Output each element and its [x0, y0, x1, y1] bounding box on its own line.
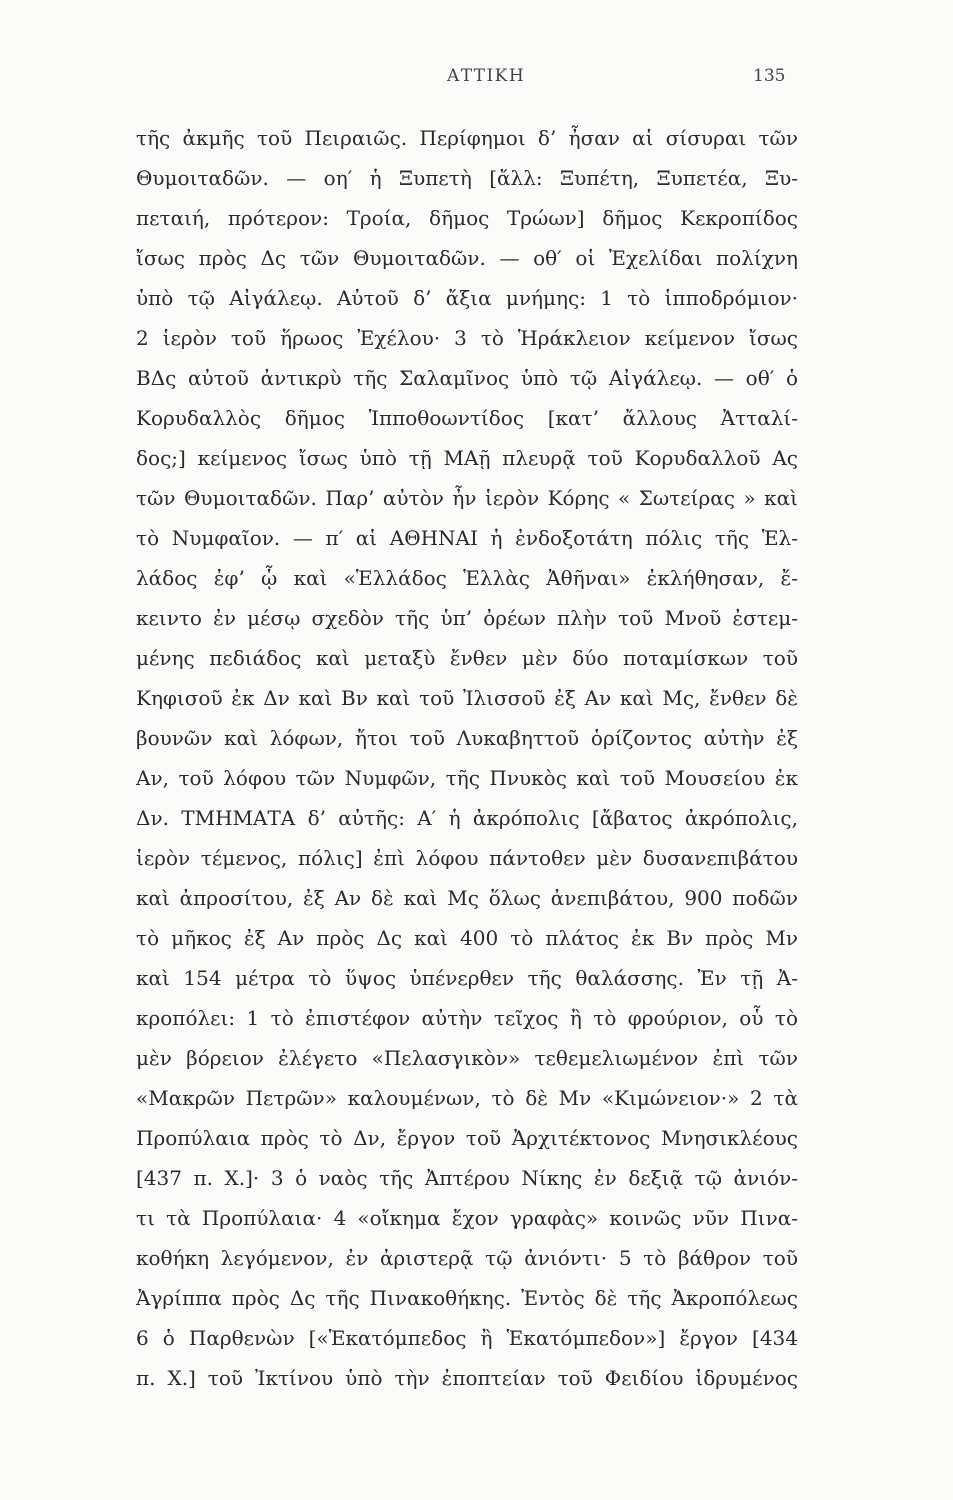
- text-line: 2 ἱερὸν τοῦ ἥρωος Ἐχέλου· 3 τὸ Ἡράκλειον κείμενον ἴσως: [136, 326, 798, 350]
- text-line: Κορυδαλλὸς δῆμος Ἱπποθοωντίδος [κατ’ ἄλλους Ἀτταλί-: [136, 406, 798, 430]
- text-line: «Μακρῶν Πετρῶν» καλουμένων, τὸ δὲ Μν «Κιμώνειον·» 2 τὰ: [136, 1086, 798, 1110]
- text-line: τῶν Θυμοιταδῶν. Παρ’ αὐτὸν ἦν ἱερὸν Κόρης « Σωτείρας » καὶ: [136, 486, 798, 510]
- text-line: δος;] κείμενος ἴσως ὑπὸ τῇ ΜΑῇ πλευρᾷ τοῦ Κορυδαλλοῦ Ας: [136, 446, 798, 470]
- text-line: Αν, τοῦ λόφου τῶν Νυμφῶν, τῆς Πνυκὸς καὶ τοῦ Μουσείου ἐκ: [136, 766, 798, 790]
- text-line: καὶ ἀπροσίτου, ἐξ Αν δὲ καὶ Μς ὅλως ἀνεπιβάτου, 900 ποδῶν: [136, 886, 798, 910]
- text-line: ΒΔς αὐτοῦ ἀντικρὺ τῆς Σαλαμῖνος ὑπὸ τῷ Αἰγάλεῳ. — οθ′ ὁ: [136, 366, 798, 390]
- text-line: τὸ Νυμφαῖον. — π′ αἱ ΑΘΗΝΑΙ ἡ ἐνδοξοτάτη πόλις τῆς Ἑλ-: [136, 526, 798, 550]
- text-line: κειντο ἐν μέσῳ σχεδὸν τῆς ὑπ’ ὀρέων πλὴν τοῦ Μνοῦ ἐστεμ-: [136, 606, 798, 630]
- text-line: τὸ μῆκος ἐξ Αν πρὸς Δς καὶ 400 τὸ πλάτος ἐκ Βν πρὸς Μν: [136, 926, 798, 950]
- text-line: κοθήκη λεγόμενον, ἐν ἀριστερᾷ τῷ ἀνιόντι· 5 τὸ βάθρον τοῦ: [136, 1246, 798, 1270]
- text-line: κροπόλει: 1 τὸ ἐπιστέφον αὐτὴν τεῖχος ἢ τὸ φρούριον, οὗ τὸ: [136, 1006, 798, 1030]
- text-line: Θυμοιταδῶν. — οη′ ἡ Ξυπετὴ [ἄλλ: Ξυπέτη, Ξυπετέα, Ξυ-: [136, 166, 798, 190]
- text-line: Ἀγρίππα πρὸς Δς τῆς Πινακοθήκης. Ἐντὸς δὲ τῆς Ἀκροπόλεως: [136, 1286, 798, 1310]
- text-line: [437 π. Χ.]· 3 ὁ ναὸς τῆς Ἀπτέρου Νίκης ἐν δεξιᾷ τῷ ἀνιόν-: [136, 1166, 798, 1190]
- text-line: Δν. ΤΜΗΜΑΤΑ δ’ αὐτῆς: Α′ ἡ ἀκρόπολις [ἄβατος ἀκρόπολις,: [136, 806, 798, 830]
- text-line: Προπύλαια πρὸς τὸ Δν, ἔργον τοῦ Ἀρχιτέκτονος Μνησικλέους: [136, 1126, 798, 1150]
- text-line: π. Χ.] τοῦ Ἰκτίνου ὑπὸ τὴν ἐποπτείαν τοῦ Φειδίου ἱδρυμένος: [136, 1366, 798, 1390]
- text-line: λάδος ἐφ’ ᾧ καὶ «Ἑλλάδος Ἑλλὰς Ἀθῆναι» ἐκλήθησαν, ἔ-: [136, 566, 798, 590]
- text-line: ὑπὸ τῷ Αἰγάλεῳ. Αὐτοῦ δ’ ἄξια μνήμης: 1 τὸ ἱπποδρόμιον·: [136, 286, 798, 310]
- page-number: 135: [753, 66, 786, 86]
- text-line: μὲν βόρειον ἐλέγετο «Πελασγικὸν» τεθεμελιωμένον ἐπὶ τῶν: [136, 1046, 798, 1070]
- text-line: πεταιή, πρότερον: Τροία, δῆμος Τρώων] δῆμος Κεκροπίδος: [136, 206, 798, 230]
- running-title: ΑΤΤΙΚΗ: [447, 66, 526, 86]
- text-line: τῆς ἀκμῆς τοῦ Πειραιῶς. Περίφημοι δ’ ἦσαν αἱ σίσυραι τῶν: [136, 126, 798, 150]
- text-line: καὶ 154 μέτρα τὸ ὕψος ὑπένερθεν τῆς θαλάσσης. Ἐν τῇ Ἀ-: [136, 966, 798, 990]
- text-line: Κηφισοῦ ἐκ Δν καὶ Βν καὶ τοῦ Ἰλισσοῦ ἐξ Αν καὶ Μς, ἔνθεν δὲ: [136, 686, 798, 710]
- text-line: βουνῶν καὶ λόφων, ἤτοι τοῦ Λυκαβηττοῦ ὁρίζοντος αὐτὴν ἐξ: [136, 726, 798, 750]
- running-head: [0, 66, 953, 96]
- text-line: ἱερὸν τέμενος, πόλις] ἐπὶ λόφου πάντοθεν μὲν δυσανεπιβάτου: [136, 846, 798, 870]
- text-line: τι τὰ Προπύλαια· 4 «οἴκημα ἔχον γραφὰς» κοινῶς νῦν Πινα-: [136, 1206, 798, 1230]
- text-line: 6 ὁ Παρθενὼν [«Ἑκατόμπεδος ἢ Ἑκατόμπεδον»] ἔργον [434: [136, 1326, 798, 1350]
- text-line: ἴσως πρὸς Δς τῶν Θυμοιταδῶν. — οθ′ οἱ Ἐχελίδαι πολίχνη: [136, 246, 798, 270]
- text-line: μένης πεδιάδος καὶ μεταξὺ ἔνθεν μὲν δύο ποταμίσκων τοῦ: [136, 646, 798, 670]
